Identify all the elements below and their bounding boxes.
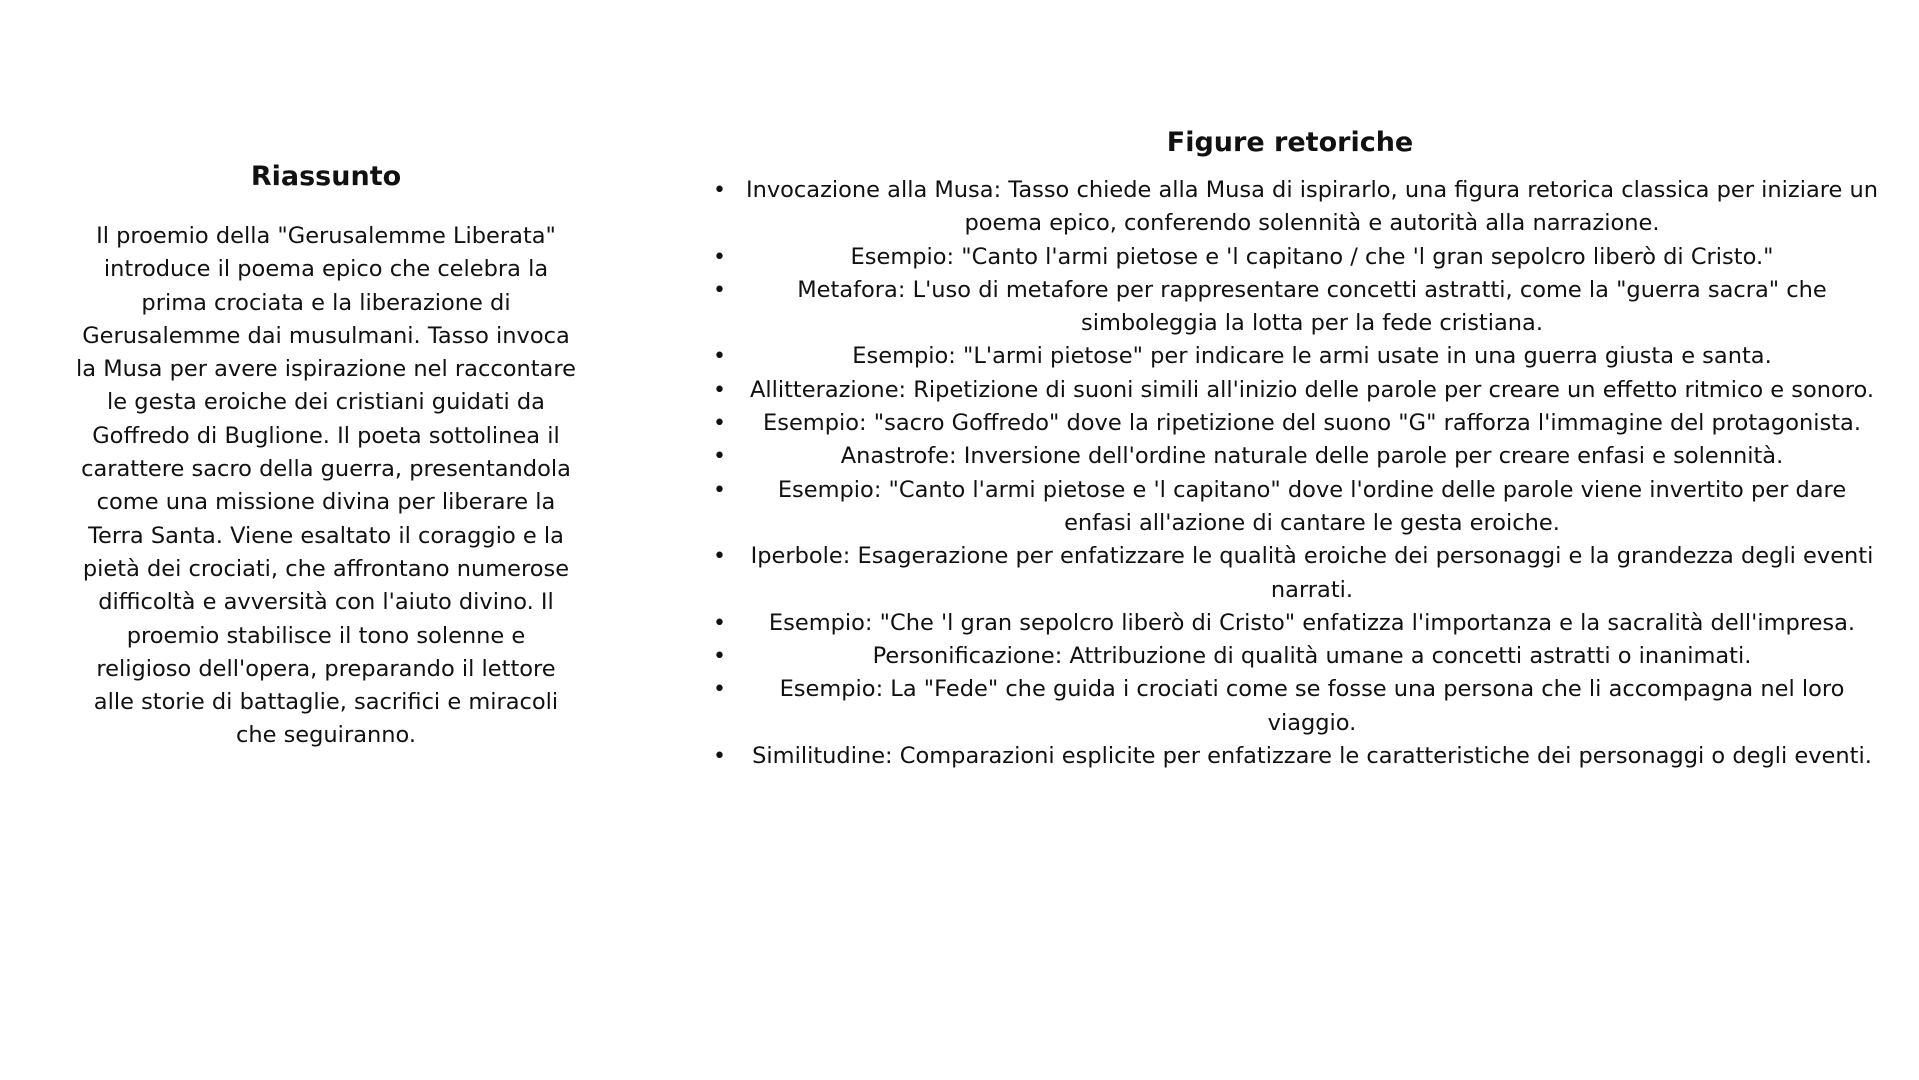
list-item-text: Iperbole: Esagerazione per enfatizzare le qualità eroiche dei personaggi e la grandezza degli eventi narrati.: [750, 543, 1874, 603]
list-item-text: Similitudine: Comparazioni esplicite per enfatizzare le caratteristiche dei personaggi o degli eventi.: [752, 743, 1872, 770]
bullet-icon: •: [713, 477, 726, 503]
bullet-icon: •: [713, 677, 726, 703]
list-item-text: Personificazione: Attribuzione di qualità umane a concetti astratti o inanimati.: [872, 643, 1752, 670]
bullet-icon: •: [713, 744, 726, 770]
list-item: [700, 673, 1880, 740]
list-item-text: Esempio: "Che 'l gran sepolcro liberò di Cristo" enfatizza l'importanza e la sacralità dell'impresa.: [768, 609, 1856, 636]
list-item: [700, 374, 1880, 407]
figures-title: Figure retoriche: [1166, 127, 1414, 158]
bullet-icon: •: [713, 178, 726, 203]
list-item-text: Esempio: La "Fede" che guida i crociati come se fosse una persona che li accompagna nel loro viaggio.: [779, 676, 1845, 736]
bullet-icon: •: [713, 444, 726, 470]
list-item-text: Esempio: "L'armi pietose" per indicare le armi usate in una guerra giusta e santa.: [852, 343, 1772, 370]
list-item: [700, 407, 1880, 440]
bullet-icon: •: [713, 610, 726, 636]
list-item-text: Anastrofe: Inversione dell'ordine naturale delle parole per creare enfasi e solennità.: [840, 443, 1784, 470]
list-item: [700, 607, 1880, 640]
list-item: [700, 274, 1880, 341]
list-item-text: Invocazione alla Musa: Tasso chiede alla Musa di ispirarlo, una figura retorica classica per iniziare un poema epico, conferendo solennità e autorità alla narrazione.: [745, 177, 1879, 237]
list-item: [700, 474, 1880, 541]
bullet-icon: •: [713, 411, 726, 437]
list-item: [700, 174, 1880, 241]
summary-text: Il proemio della "Gerusalemme Liberata" introduce il poema epico che celebra la prima crociata e la liberazione di Gerusalemme dai musulmani. Tasso invoca la Musa per avere ispirazione nel raccontare le gesta eroiche dei cristiani guidati da Goffredo di Buglione. Il poeta sottolinea il carattere sacro della guerra, presentandola come una missione divina per liberare la Terra Santa. Viene esaltato il coraggio e la pietà dei crociati, che affrontano numerose difficoltà e avversità con l'aiuto divino. Il proemio stabilisce il tono solenne e religioso dell'opera, preparando il lettore alle storie di battaglie, sacrifici e miracoli che seguiranno.: [76, 223, 576, 749]
list-item: [700, 640, 1880, 673]
list-item: [700, 340, 1880, 373]
list-item-text: Esempio: "Canto l'armi pietose e 'l capitano / che 'l gran sepolcro liberò di Cristo.": [850, 243, 1774, 270]
bullet-icon: •: [713, 544, 726, 570]
list-item-text: Esempio: "Canto l'armi pietose e 'l capitano" dove l'ordine delle parole viene invertito per dare enfasi all'azione di cantare le gesta eroiche.: [777, 476, 1847, 536]
bullet-icon: •: [713, 377, 726, 403]
bullet-icon: •: [713, 277, 726, 303]
summary-title: Riassunto: [250, 161, 402, 192]
bullet-icon: •: [713, 644, 726, 670]
summary-section: [76, 160, 576, 753]
list-item-text: Metafora: L'uso di metafore per rappresentare concetti astratti, come la "guerra sacra" che simboleggia la lotta per la fede cristiana.: [797, 276, 1827, 337]
bullet-icon: •: [713, 244, 726, 270]
list-item: [700, 540, 1880, 607]
list-item: [700, 740, 1880, 773]
bullet-icon: •: [713, 344, 726, 370]
figures-section: [700, 126, 1880, 773]
list-item-text: Esempio: "sacro Goffredo" dove la ripetizione del suono "G" rafforza l'immagine del protagonista.: [763, 410, 1861, 437]
list-item: [700, 241, 1880, 274]
list-item-text: Allitterazione: Ripetizione di suoni simili all'inizio delle parole per creare un effetto ritmico e sonoro.: [749, 376, 1875, 403]
list-item: [700, 440, 1880, 473]
figures-list: [700, 174, 1880, 773]
